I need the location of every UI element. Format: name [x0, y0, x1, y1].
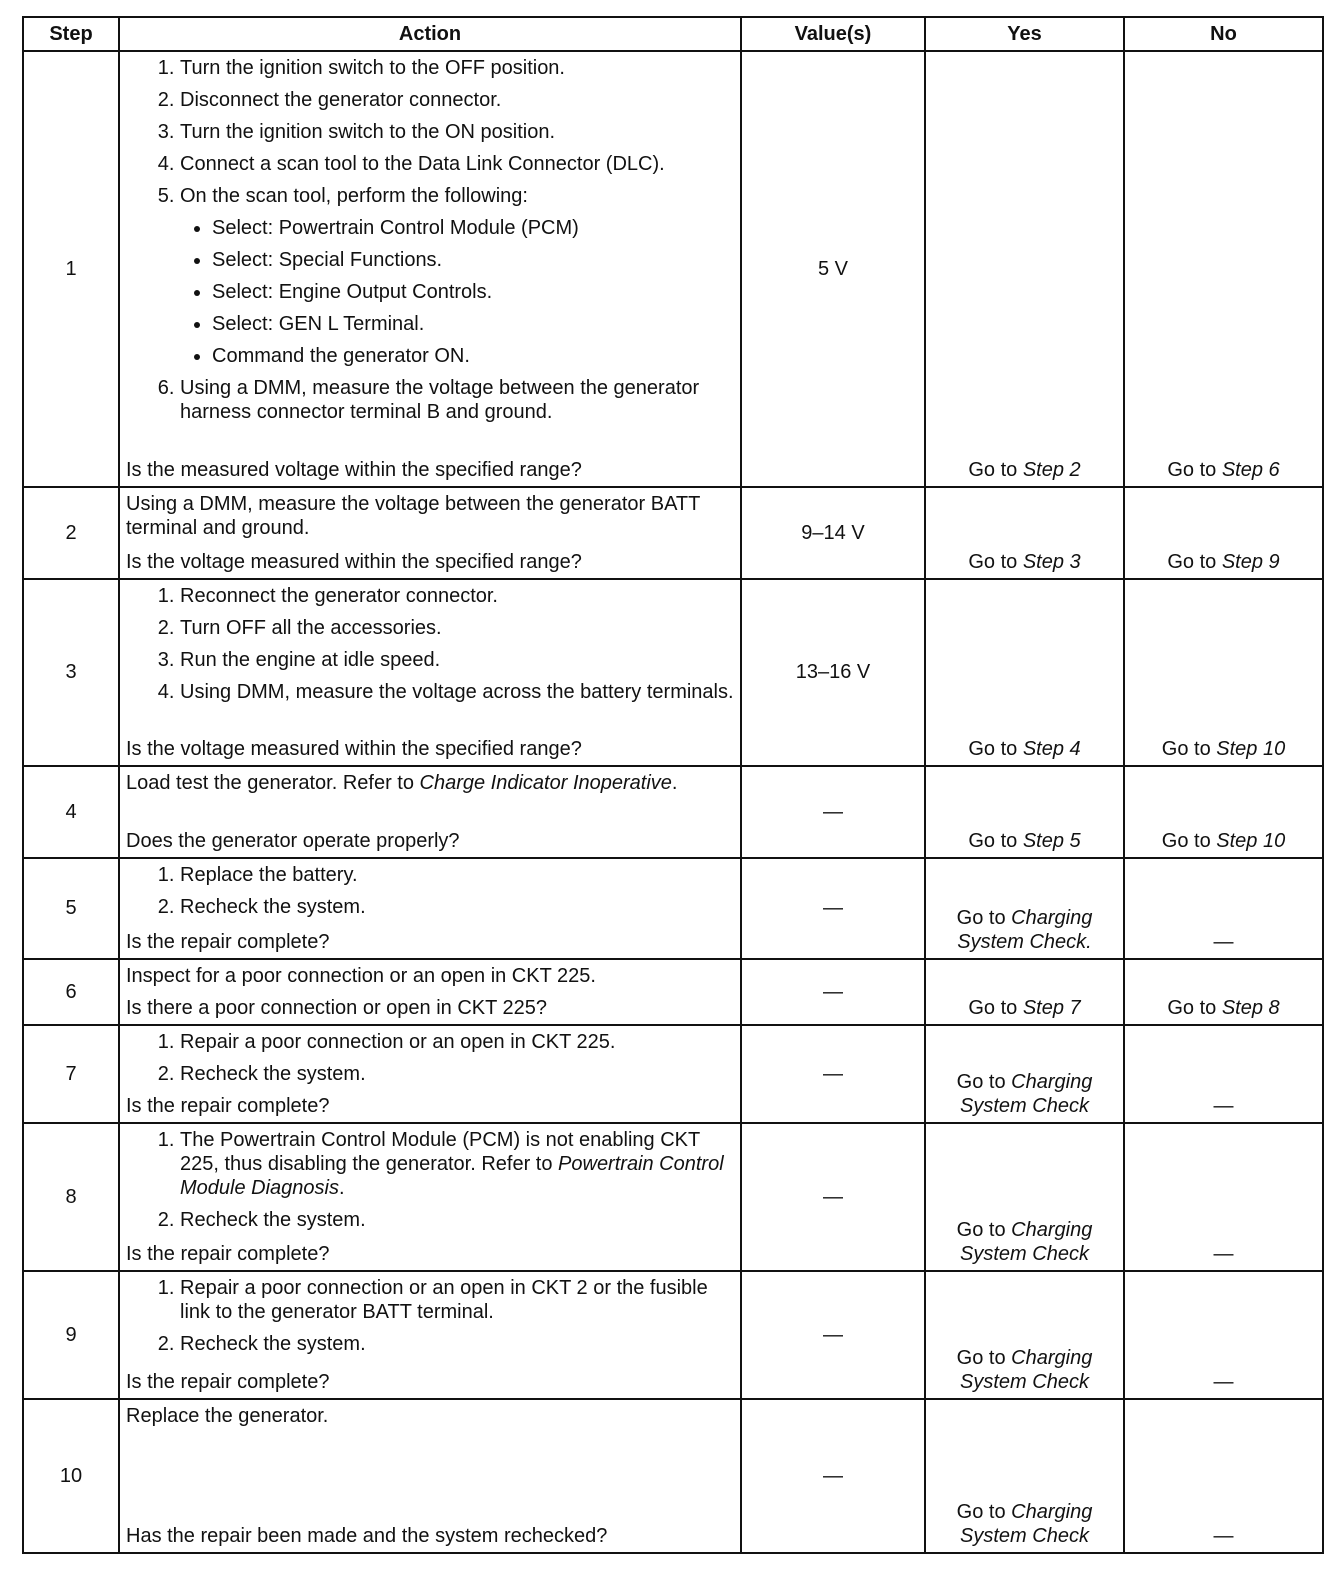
step-number: 6: [23, 959, 119, 1025]
yes-cell: [925, 1123, 1124, 1271]
sub-step: • Select: GEN L Terminal.: [212, 312, 734, 336]
action-instructions: [126, 1404, 734, 1428]
action-step-tail: .: [338, 1177, 345, 1199]
sub-step: • Select: Powertrain Control Module (PCM): [212, 216, 734, 240]
action-step-text: Using a DMM, measure the voltage between the generator harness connector terminal B and ground.: [180, 377, 700, 423]
sub-step: • Select: Engine Output Controls.: [212, 280, 734, 304]
action-step: [180, 56, 734, 80]
goto-target: Charging System Check: [960, 1501, 1093, 1547]
value-cell: —: [741, 1271, 925, 1399]
step-number: 5: [23, 858, 119, 959]
action-content: [126, 584, 734, 761]
paragraph-tail: .: [671, 772, 678, 794]
action-step-text: Replace the battery.: [180, 864, 358, 886]
action-step: [180, 1208, 734, 1232]
spacer: [126, 1232, 734, 1234]
action-question: Is the voltage measured within the specified range?: [126, 551, 582, 573]
goto-prefix: Go to: [968, 551, 1023, 573]
paragraph-text: Inspect for a poor connection or an open in CKT 225.: [126, 965, 596, 987]
action-step: [180, 376, 734, 424]
action-step: [180, 895, 734, 919]
action-instructions: [126, 771, 734, 795]
action-step: [180, 648, 734, 672]
value-cell: —: [741, 959, 925, 1025]
paragraph-text: Load test the generator. Refer to: [126, 772, 420, 794]
goto-target: Step 2: [1022, 459, 1081, 481]
yes-cell: [925, 1025, 1124, 1123]
no-cell: [1124, 579, 1323, 766]
action-cell: [119, 1271, 741, 1399]
goto-prefix: Go to: [968, 830, 1023, 852]
table-row: [23, 1271, 1323, 1399]
goto-prefix: Go to: [968, 997, 1023, 1019]
action-step-text: Reconnect the generator connector.: [180, 585, 498, 607]
goto-prefix: Go to: [1167, 997, 1222, 1019]
dash-text: —: [1213, 931, 1234, 953]
goto-prefix: Go to: [1167, 459, 1222, 481]
action-instructions: [126, 492, 734, 540]
goto-target: Charging System Check.: [957, 907, 1093, 953]
yes-cell: [925, 1399, 1124, 1553]
no-cell: [1124, 487, 1323, 579]
action-question: Is the measured voltage within the specified range?: [126, 459, 582, 481]
goto-prefix: Go to: [956, 1219, 1012, 1241]
step-number: 9: [23, 1271, 119, 1399]
action-step-text: The Powertrain Control Module (PCM) is not enabling CKT 225, thus disabling the generator. Refer to: [180, 1129, 700, 1175]
table-row: [23, 1025, 1323, 1123]
action-cell: [119, 766, 741, 858]
action-step-text: Recheck the system.: [180, 1209, 366, 1231]
no-cell: [1124, 766, 1323, 858]
action-instructions: [126, 1276, 734, 1356]
action-step-list: [126, 584, 734, 704]
action-step-list: [126, 863, 734, 919]
step-number: 10: [23, 1399, 119, 1553]
sub-step: • Command the generator ON.: [212, 344, 734, 368]
action-step-text: Disconnect the generator connector.: [180, 89, 502, 111]
yes-cell: [925, 51, 1124, 487]
action-question: Is the repair complete?: [126, 1371, 330, 1393]
step-number: 2: [23, 487, 119, 579]
spacer: [126, 540, 734, 542]
goto-target: Step 4: [1022, 738, 1081, 760]
spacer: [126, 1428, 734, 1516]
action-cell: [119, 959, 741, 1025]
action-instructions: [126, 863, 734, 919]
action-cell: [119, 1025, 741, 1123]
table-row: [23, 1123, 1323, 1271]
action-content: [126, 964, 734, 1020]
spacer: [126, 1356, 734, 1362]
action-step: [180, 120, 734, 144]
goto-target: Step 3: [1022, 551, 1081, 573]
action-cell: [119, 1399, 741, 1553]
goto-prefix: Go to: [956, 1347, 1012, 1369]
header-values: Value(s): [741, 17, 925, 51]
action-step-text: Turn the ignition switch to the ON position.: [180, 121, 555, 143]
dash-text: —: [1213, 1525, 1234, 1547]
action-step-text: Connect a scan tool to the Data Link Connector (DLC).: [180, 153, 665, 175]
action-content: [126, 1030, 734, 1118]
goto-prefix: Go to: [1161, 738, 1217, 760]
action-step-list: [126, 1276, 734, 1356]
action-step: [180, 1128, 734, 1200]
action-content: [126, 492, 734, 574]
action-step: [180, 184, 734, 368]
goto-target: Step 7: [1022, 997, 1081, 1019]
action-step: [180, 1062, 734, 1086]
step-number: 4: [23, 766, 119, 858]
table-row: [23, 858, 1323, 959]
table-row: [23, 579, 1323, 766]
step-number: 7: [23, 1025, 119, 1123]
table-row: [23, 51, 1323, 487]
action-question: Is the voltage measured within the specified range?: [126, 738, 582, 760]
dash-text: —: [1213, 1243, 1234, 1265]
goto-target: Step 8: [1221, 997, 1280, 1019]
goto-target: Step 10: [1216, 830, 1286, 852]
action-step-text: On the scan tool, perform the following:: [180, 185, 528, 207]
goto-prefix: Go to: [956, 1071, 1012, 1093]
yes-cell: [925, 487, 1124, 579]
value-cell: 5 V: [741, 51, 925, 487]
action-instructions: [126, 964, 734, 988]
action-step-text: Repair a poor connection or an open in CKT 2 or the fusible link to the generator BATT terminal.: [180, 1277, 708, 1323]
goto-target: Charging System Check: [960, 1071, 1093, 1117]
action-cell: [119, 51, 741, 487]
yes-cell: [925, 579, 1124, 766]
sub-step: • Select: Special Functions.: [212, 248, 734, 272]
no-cell: [1124, 51, 1323, 487]
value-cell: 9–14 V: [741, 487, 925, 579]
action-step-list: [126, 56, 734, 424]
spacer: [126, 919, 734, 922]
spacer: [126, 424, 734, 450]
table-row: [23, 1399, 1323, 1553]
no-cell: [1124, 1123, 1323, 1271]
goto-prefix: Go to: [968, 738, 1023, 760]
value-cell: —: [741, 766, 925, 858]
action-step: [180, 152, 734, 176]
step-number: 1: [23, 51, 119, 487]
action-step: [180, 680, 734, 704]
value-cell: —: [741, 858, 925, 959]
action-step: [180, 616, 734, 640]
action-step: [180, 1030, 734, 1054]
no-cell: [1124, 858, 1323, 959]
goto-prefix: Go to: [956, 907, 1012, 929]
action-paragraph: [126, 1404, 734, 1428]
action-content: [126, 56, 734, 482]
action-content: [126, 771, 734, 853]
goto-target: Charging System Check: [960, 1347, 1093, 1393]
action-cell: [119, 579, 741, 766]
action-step: [180, 584, 734, 608]
action-question: Is the repair complete?: [126, 931, 330, 953]
spacer: [126, 704, 734, 729]
table-row: [23, 959, 1323, 1025]
goto-prefix: Go to: [968, 459, 1023, 481]
goto-target: Charging System Check: [960, 1219, 1093, 1265]
action-cell: [119, 487, 741, 579]
dash-text: —: [1213, 1371, 1234, 1393]
action-question: Has the repair been made and the system rechecked?: [126, 1525, 608, 1547]
action-instructions: [126, 584, 734, 704]
header-action: Action: [119, 17, 741, 51]
no-cell: [1124, 1025, 1323, 1123]
action-content: [126, 1404, 734, 1548]
action-step-text: Using DMM, measure the voltage across the battery terminals.: [180, 681, 734, 703]
action-cell: [119, 1123, 741, 1271]
paragraph-reference: Charge Indicator Inoperative: [419, 772, 672, 794]
action-step: [180, 863, 734, 887]
action-paragraph: [126, 492, 734, 540]
action-paragraph: [126, 964, 734, 988]
action-step-text: Recheck the system.: [180, 1063, 366, 1085]
action-content: [126, 1128, 734, 1266]
diagnostic-table: [22, 16, 1324, 1554]
step-number: 3: [23, 579, 119, 766]
header-no: No: [1124, 17, 1323, 51]
goto-target: Step 5: [1022, 830, 1081, 852]
goto-target: Step 10: [1216, 738, 1286, 760]
table-row: [23, 487, 1323, 579]
header-step: Step: [23, 17, 119, 51]
action-instructions: [126, 1030, 734, 1086]
action-question: Is there a poor connection or open in CKT 225?: [126, 997, 548, 1019]
action-question: Is the repair complete?: [126, 1243, 330, 1265]
action-instructions: [126, 1128, 734, 1232]
value-cell: —: [741, 1025, 925, 1123]
action-cell: [119, 858, 741, 959]
no-cell: [1124, 1399, 1323, 1553]
action-step-text: Turn the ignition switch to the OFF position.: [180, 57, 565, 79]
action-step: [180, 88, 734, 112]
table-row: [23, 766, 1323, 858]
action-step-text: Recheck the system.: [180, 1333, 366, 1355]
header-row: [23, 17, 1323, 51]
action-step-text: Run the engine at idle speed.: [180, 649, 441, 671]
goto-target: Step 6: [1221, 459, 1280, 481]
action-step-list: [126, 1030, 734, 1086]
action-content: [126, 1276, 734, 1394]
goto-prefix: Go to: [956, 1501, 1012, 1523]
action-step-reference: Powertrain Control Module Diagnosis: [180, 1153, 724, 1199]
action-question: Does the generator operate properly?: [126, 830, 460, 852]
value-cell: —: [741, 1399, 925, 1553]
yes-cell: [925, 766, 1124, 858]
action-paragraph: [126, 771, 734, 795]
action-question: Is the repair complete?: [126, 1095, 330, 1117]
action-step-text: Recheck the system.: [180, 896, 366, 918]
action-step: [180, 1332, 734, 1356]
action-step-text: Turn OFF all the accessories.: [180, 617, 442, 639]
goto-target: Step 9: [1221, 551, 1280, 573]
no-cell: [1124, 959, 1323, 1025]
spacer: [126, 795, 734, 821]
step-number: 8: [23, 1123, 119, 1271]
action-step: [180, 1276, 734, 1324]
goto-prefix: Go to: [1167, 551, 1222, 573]
action-step-text: Repair a poor connection or an open in CKT 225.: [180, 1031, 616, 1053]
no-cell: [1124, 1271, 1323, 1399]
yes-cell: [925, 1271, 1124, 1399]
action-step-list: [126, 1128, 734, 1232]
action-instructions: [126, 56, 734, 424]
goto-prefix: Go to: [1161, 830, 1217, 852]
value-cell: 13–16 V: [741, 579, 925, 766]
yes-cell: [925, 959, 1124, 1025]
dash-text: —: [1213, 1095, 1234, 1117]
header-yes: Yes: [925, 17, 1124, 51]
value-cell: —: [741, 1123, 925, 1271]
paragraph-text: Using a DMM, measure the voltage between the generator BATT terminal and ground.: [126, 493, 700, 539]
action-content: [126, 863, 734, 954]
paragraph-text: Replace the generator.: [126, 1405, 329, 1427]
yes-cell: [925, 858, 1124, 959]
sub-step-list: [180, 216, 734, 368]
